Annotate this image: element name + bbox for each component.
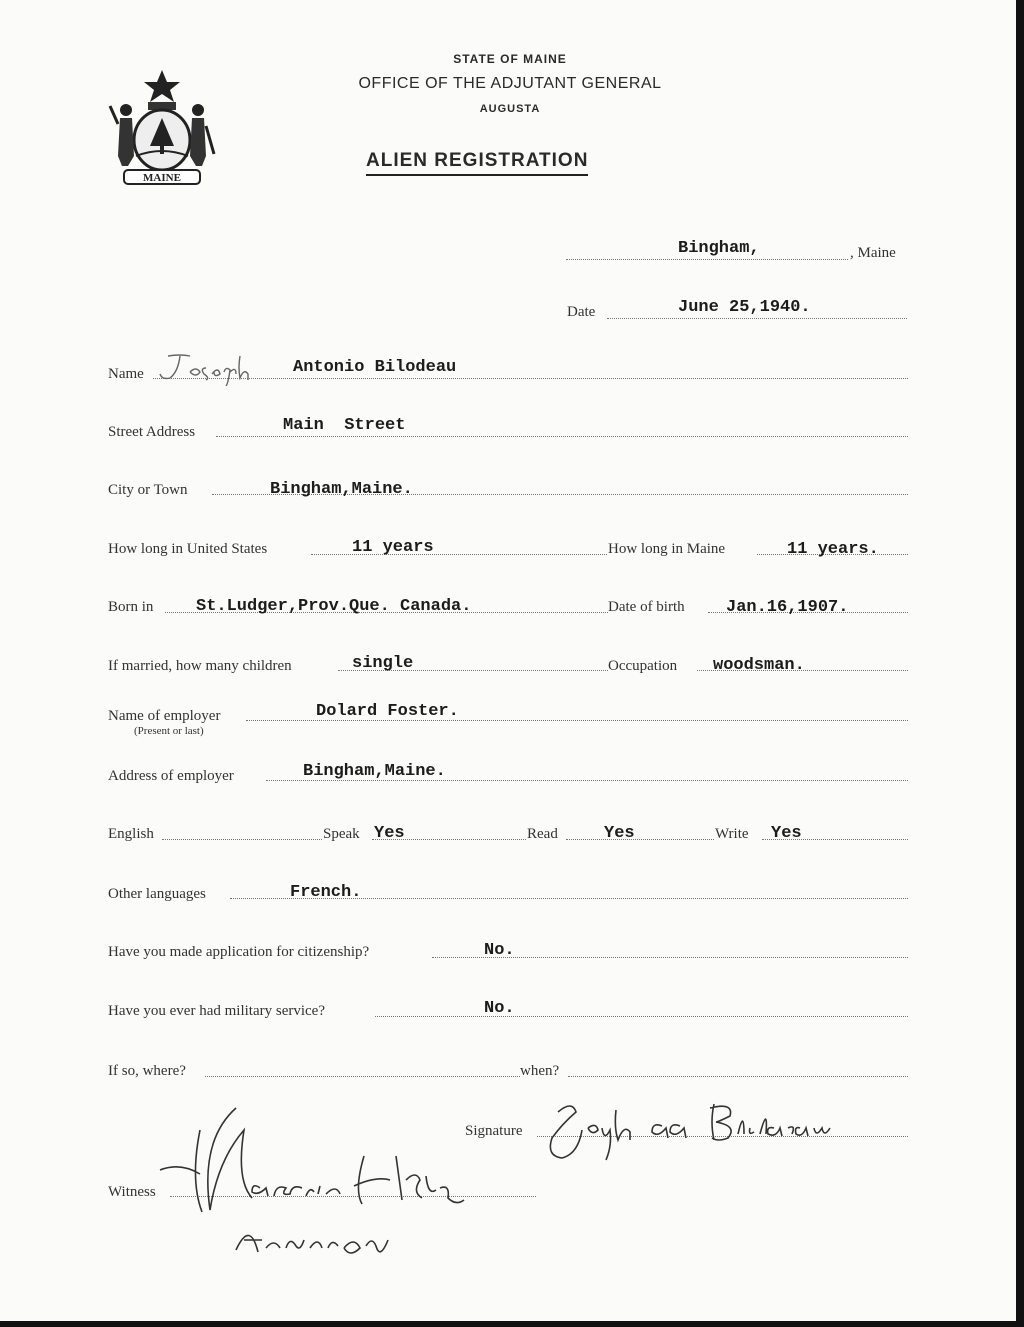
- witness-signature: [140, 1100, 500, 1280]
- write-value: Yes: [771, 824, 802, 843]
- header-office: OFFICE OF THE ADJUTANT GENERAL: [358, 75, 662, 92]
- employer-address-value: Bingham,Maine.: [303, 762, 446, 781]
- employer-label: Name of employer: [108, 708, 221, 724]
- town-line: [566, 259, 848, 260]
- born-in-label: Born in: [108, 599, 154, 615]
- when-line: [568, 1076, 908, 1077]
- header-city: AUGUSTA: [479, 103, 541, 115]
- header-state: STATE OF MAINE: [453, 52, 567, 66]
- english-line: [162, 839, 322, 840]
- how-long-maine-label: How long in Maine: [608, 541, 726, 557]
- write-label: Write: [715, 826, 749, 842]
- military-value: No.: [484, 999, 515, 1018]
- street-label: Street Address: [108, 424, 196, 440]
- read-label: Read: [527, 826, 558, 842]
- date-value: June 25,1940.: [678, 298, 811, 317]
- occupation-label: Occupation: [608, 658, 678, 674]
- city-value: Bingham,Maine.: [270, 480, 413, 499]
- english-label: English: [108, 826, 154, 842]
- town-value: Bingham,: [678, 239, 760, 258]
- children-value: single: [352, 654, 414, 673]
- signature-label: Signature: [465, 1123, 523, 1139]
- read-line: [566, 839, 714, 840]
- dob-value: Jan.16,1907.: [726, 598, 849, 617]
- date-line: [607, 318, 907, 319]
- seal-banner-text: MAINE: [143, 172, 181, 184]
- name-typed-value: Antonio Bilodeau: [293, 358, 457, 377]
- born-in-value: St.Ludger,Prov.Que. Canada.: [196, 597, 472, 616]
- maine-state-seal-icon: [106, 66, 218, 190]
- street-value: Main Street: [283, 416, 406, 435]
- other-languages-value: French.: [290, 883, 362, 902]
- dob-label: Date of birth: [608, 599, 685, 615]
- citizenship-value: No.: [484, 941, 515, 960]
- form-title: ALIEN REGISTRATION: [366, 150, 588, 176]
- read-value: Yes: [604, 824, 635, 843]
- city-label: City or Town: [108, 482, 188, 498]
- street-line: [216, 436, 908, 437]
- how-long-us-value: 11 years: [352, 538, 434, 557]
- if-so-where-label: If so, where?: [108, 1063, 186, 1079]
- military-label: Have you ever had military service?: [108, 1003, 325, 1019]
- handwritten-first-name: [150, 350, 260, 386]
- employer-address-label: Address of employer: [108, 768, 234, 784]
- citizenship-label: Have you made application for citizenship?: [108, 944, 370, 960]
- employer-note: (Present or last): [134, 725, 204, 737]
- how-long-maine-value: 11 years.: [787, 540, 879, 559]
- employer-value: Dolard Foster.: [316, 702, 459, 721]
- how-long-us-label: How long in United States: [108, 541, 268, 557]
- applicant-signature: [538, 1098, 868, 1168]
- witness-label: Witness: [108, 1184, 156, 1200]
- other-languages-label: Other languages: [108, 886, 206, 902]
- speak-label: Speak: [323, 826, 360, 842]
- speak-value: Yes: [374, 824, 405, 843]
- occupation-value: woodsman.: [713, 656, 805, 675]
- town-suffix: , Maine: [850, 245, 896, 261]
- military-line: [375, 1016, 908, 1017]
- name-label: Name: [108, 366, 144, 382]
- children-label: If married, how many children: [108, 658, 292, 674]
- if-so-where-line: [205, 1076, 520, 1077]
- when-label: when?: [520, 1063, 560, 1079]
- date-label: Date: [567, 304, 596, 320]
- name-line: [153, 378, 908, 379]
